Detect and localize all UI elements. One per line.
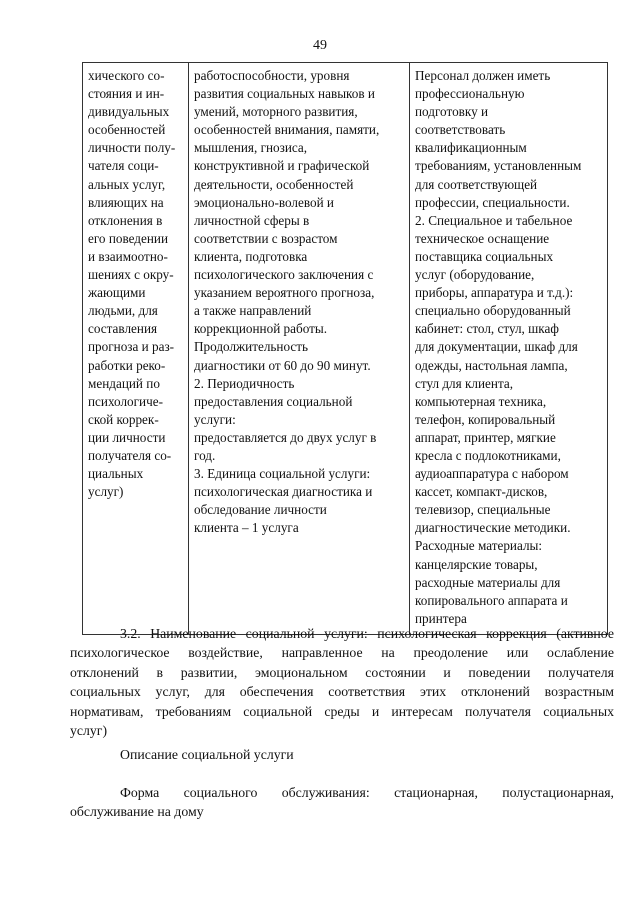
cell-text-line: коррекционной работы. [194, 321, 328, 337]
cell-text-line: Персонал должен иметь [415, 68, 551, 83]
cell-text-line: мендаций по [88, 375, 160, 391]
paragraph-line: 3.2. Наименование социальной услуги: психологическая коррекция (активное [120, 626, 614, 641]
cell-text-line: техническое оснащение [415, 230, 550, 246]
cell-text-line: умений, моторного развития, [194, 104, 358, 120]
paragraph-service-name [70, 624, 614, 740]
cell-text-line: а также направлений [194, 303, 312, 319]
table-cell-conditions [410, 63, 608, 635]
cell-text-line: психологическая диагностика и [194, 484, 373, 500]
cell-text-line: диагностики от 60 до 90 минут. [194, 357, 371, 373]
cell-text-line: мышления, гнозиса, [194, 140, 308, 156]
cell-text-line: приборы, аппаратура и т.д.): [415, 285, 574, 301]
cell-text-line: для документации, шкаф для [415, 339, 578, 355]
cell-text-line: психологического заключения с [194, 267, 374, 283]
cell-text-line: особенностей [88, 122, 166, 138]
table-cell-service-description [83, 63, 189, 635]
cell-text-line: профессиональную [415, 86, 525, 102]
paragraph-line: Форма социального обслуживания: стационарная, полустационарная, [120, 785, 614, 800]
cell-text-line: прогноза и раз- [88, 339, 175, 355]
cell-text-line: личностной сферы в [194, 212, 310, 228]
cell-text-line: кассет, компакт-дисков, [415, 484, 548, 500]
cell-text-line: профессии, специальности. [415, 194, 570, 210]
cell-text-line: компьютерная техника, [415, 393, 547, 409]
paragraph-line: обслуживание на дому [70, 804, 204, 820]
cell-text-line: 2. Периодичность [194, 375, 295, 391]
cell-text-line: стул для клиента, [415, 375, 514, 391]
cell-text-line: личности полу- [88, 140, 176, 156]
cell-text-line: шениях с окру- [88, 267, 174, 283]
cell-text-line: получателя со- [88, 447, 172, 463]
cell-text-line: канцелярские товары, [415, 556, 538, 572]
cell-text-line: принтера [415, 610, 467, 626]
cell-text-line: обследование личности [194, 502, 327, 518]
cell-text-line: эмоционально-волевой и [194, 194, 334, 210]
cell-text-line: ции личности [88, 429, 166, 445]
cell-text-line: аудиоаппаратура с набором [415, 466, 569, 482]
cell-text-line: клиента, подготовка [194, 248, 308, 264]
cell-text-line: стояния и ин- [88, 86, 165, 102]
paragraph-line: услуг) [70, 723, 108, 739]
cell-text-line: поставщика социальных [415, 248, 554, 264]
paragraph-service-form [70, 783, 614, 822]
cell-text-line: кресла с подлокотниками, [415, 447, 561, 463]
cell-text-line: указанием вероятного прогноза, [194, 285, 375, 301]
cell-text-line: услуг) [88, 484, 124, 500]
cell-text-line: чателя соци- [88, 158, 159, 174]
cell-text-line: диагностические методики. [415, 520, 571, 536]
cell-text-line: жающими [88, 285, 146, 301]
cell-text-line: клиента – 1 услуга [194, 520, 299, 536]
cell-text-line: требованиям, установленным [415, 158, 582, 174]
cell-text-line: 2. Специальное и табельное [415, 212, 573, 228]
cell-text-line: для соответствующей [415, 176, 538, 192]
cell-text-line: телефон, копировальный [415, 411, 556, 427]
cell-text-line: одежды, настольная лампа, [415, 357, 568, 373]
cell-text-line: аппарат, принтер, мягкие [415, 429, 556, 445]
cell-text-line: предоставляется до двух услуг в [194, 429, 377, 445]
service-table [82, 62, 608, 635]
cell-text-line: ской коррек- [88, 411, 159, 427]
cell-text-line: услуги: [194, 411, 236, 427]
cell-text-line: работоспособности, уровня [194, 68, 350, 83]
paragraph-line: нормативам, требованиям социальной среды и интересам получателя социальных [70, 703, 614, 719]
cell-text-line: кабинет: стол, стул, шкаф [415, 321, 559, 337]
cell-text-line: специально оборудованный [415, 303, 571, 319]
cell-text-line: конструктивной и графической [194, 158, 370, 174]
paragraph-line: психологическое воздействие, направленное на преодоление или ослабление [70, 645, 614, 661]
cell-text-line: подготовку и [415, 104, 489, 120]
cell-text-line: особенностей внимания, памяти, [194, 122, 380, 138]
cell-text-line: квалификационным [415, 140, 527, 156]
cell-text-line: отклонения в [88, 212, 163, 228]
cell-text-line: Расходные материалы: [415, 538, 543, 554]
cell-text-line: циальных [88, 466, 144, 482]
cell-text-line: соответствовать [415, 122, 506, 138]
cell-text-line: развития социальных навыков и [194, 86, 375, 102]
heading-service-description [120, 745, 614, 764]
cell-text-line: расходные материалы для [415, 574, 561, 590]
cell-text-line: его поведении [88, 230, 169, 246]
cell-text-line: год. [194, 447, 216, 463]
table-cell-service-details [189, 63, 410, 635]
heading-text: Описание социальной услуги [120, 747, 294, 762]
cell-text-line: дивидуальных [88, 104, 170, 120]
cell-text-line: работки реко- [88, 357, 166, 373]
cell-text-line: и взаимоотно- [88, 248, 168, 264]
table-row [83, 63, 608, 635]
cell-text-line: соответствии с возрастом [194, 230, 338, 246]
cell-text-line: составления [88, 321, 158, 337]
cell-text-line: психологиче- [88, 393, 163, 409]
cell-text-line: копировального аппарата и [415, 592, 568, 608]
cell-text-line: влияющих на [88, 194, 164, 210]
cell-text-line: хического со- [88, 68, 165, 83]
paragraph-line: социальных услуг, для обеспечения соответствия этих отклонений возрастным [70, 684, 614, 700]
cell-text-line: телевизор, специальные [415, 502, 551, 518]
paragraph-line: отклонений в развитии, эмоциональном состоянии и поведении получателя [70, 664, 614, 680]
cell-text-line: услуг (оборудование, [415, 267, 535, 283]
page-number: 49 [313, 38, 327, 53]
cell-text-line: предоставления социальной [194, 393, 353, 409]
cell-text-line: деятельности, особенностей [194, 176, 354, 192]
cell-text-line: 3. Единица социальной услуги: [194, 466, 371, 482]
cell-text-line: Продолжительность [194, 339, 309, 355]
cell-text-line: альных услуг, [88, 176, 166, 192]
cell-text-line: людьми, для [88, 303, 158, 319]
